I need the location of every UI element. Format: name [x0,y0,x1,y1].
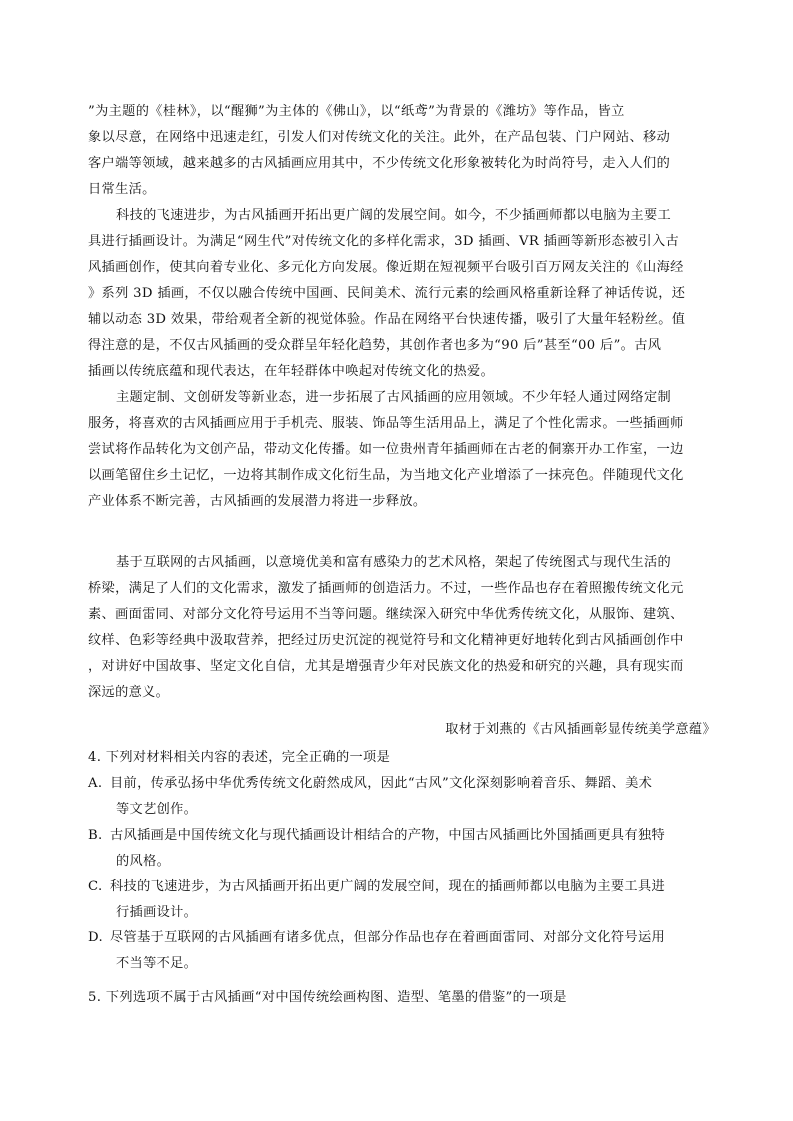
option-letter: A. [88,776,103,791]
option-text: 尽管基于互联网的古风插画有诸多优点，但部分作品也存在着画面雷同、对部分文化符号运用 [110,930,666,945]
option-text: 行插画设计。 [116,905,198,920]
paragraph-line: 桥梁，满足了人们的文化需求，激发了插画师的创造活力。不过，一些作品也存在着照搬传统文化元 [88,581,684,596]
paragraph-line: 辅以动态 3D 效果，带给观者全新的视觉体验。作品在网络平台快速传播，吸引了大量年轻粉丝。值 [88,312,686,327]
source-attribution: 取材于刘燕的《古风插画彰显传统美学意蕴》 [445,722,716,737]
paragraph-line: 风插画创作，使其向着专业化、多元化方向发展。像近期在短视频平台吸引百万网友关注的《山海经 [88,260,684,275]
paragraph-line: 客户端等领域，越来越多的古风插画应用其中，不少传统文化形象被转化为时尚符号，走入人们的 [88,156,671,171]
paragraph-line: 纹样、色彩等经典中汲取营养，把经过历史沉淀的视觉符号和文化精神更好地转化到古风插画创作中 [88,633,684,648]
paragraph-line: 素、画面雷同、对部分文化符号运用不当等问题。继续深入研究中华优秀传统文化，从服饰、建筑、 [88,607,684,622]
option-letter: B. [88,828,103,843]
paragraph-line: 象以尽意，在网络中迅速走红，引发人们对传统文化的关注。此外，在产品包装、门户网站、移动 [88,130,671,145]
option-text: 的风格。 [116,854,171,869]
option-text: 古风插画是中国传统文化与现代插画设计相结合的产物，中国古风插画比外国插画更具有独特 [110,828,666,843]
paragraph-line: 科技的飞速进步，为古风插画开拓出更广阔的发展空间。如今，不少插画师都以电脑为主要工 [116,208,672,223]
paragraph-line: ，对讲好中国故事、坚定文化自信，尤其是增强青少年对民族文化的热爱和研究的兴趣，具有现实而 [88,659,684,674]
paragraph-line: 尝试将作品转化为文创产品，带动文化传播。如一位贵州青年插画师在古老的侗寨开办工作室，一边 [88,442,684,457]
paragraph-line: 主题定制、文创研发等新业态，进一步拓展了古风插画的应用领域。不少年轻人通过网络定制 [116,390,672,405]
paragraph-line: 产业体系不断完善，古风插画的发展潜力将进一步释放。 [88,494,427,509]
option-text: 科技的飞速进步，为古风插画开拓出更广阔的发展空间，现在的插画师都以电脑为主要工具进 [110,879,666,894]
paragraph-line: 得注意的是，不仅古风插画的受众群呈年轻化趋势，其创作者也多为“90 后”甚至“00 后”。古风 [88,338,662,353]
paragraph-line: 日常生活。 [88,182,156,197]
paragraph-line: ”为主题的《桂林》，以“醒狮”为主体的《佛山》，以“纸鸢”为背景的《潍坊》等作品，皆立 [88,104,625,119]
option-text: 不当等不足。 [116,956,198,971]
question-5-stem: 5. 下列选项不属于古风插画“对中国传统绘画构图、造型、笔墨的借鉴”的一项是 [88,990,567,1005]
option-letter: D. [88,930,103,945]
option-letter: C. [88,879,103,894]
question-4-stem: 4. 下列对材料相关内容的表述，完全正确的一项是 [88,750,391,765]
option-text: 目前，传承弘扬中华优秀传统文化蔚然成风，因此“古风”文化深刻影响着音乐、舞蹈、美术 [110,776,653,791]
paragraph-line: 》系列 3D 插画，不仅以融合传统中国画、民间美术、流行元素的绘画风格重新诠释了神话传说，还 [88,286,686,301]
paragraph-line: 深远的意义。 [88,685,170,700]
paragraph-line: 基于互联网的古风插画，以意境优美和富有感染力的艺术风格，架起了传统图式与现代生活的 [116,555,672,570]
paragraph-line: 插画以传统底蕴和现代表达，在年轻群体中唤起对传统文化的热爱。 [88,364,495,379]
paragraph-line: 具进行插画设计。为满足“网生代”对传统文化的多样化需求，3D 插画、VR 插画等新形态被引入古 [88,234,680,249]
paragraph-line: 服务，将喜欢的古风插画应用于手机壳、服装、饰品等生活用品上，满足了个性化需求。一些插画师 [88,416,684,431]
option-text: 等文艺创作。 [116,802,198,817]
paragraph-line: 以画笔留住乡土记忆，一边将其制作成文化衍生品，为当地文化产业增添了一抹亮色。伴随现代文化 [88,468,684,483]
